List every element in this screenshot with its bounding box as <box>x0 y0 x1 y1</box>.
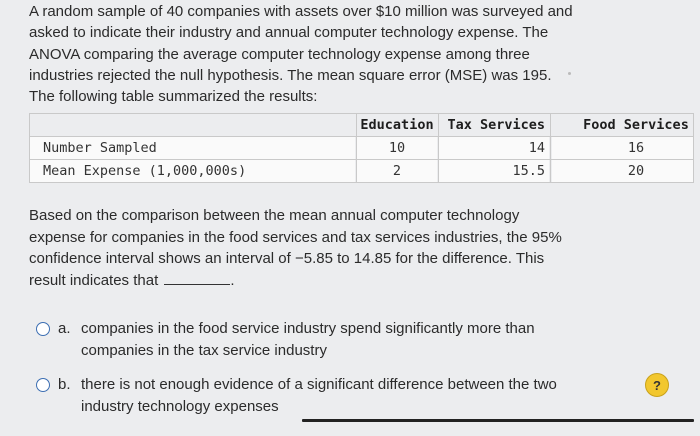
table-cell: 2 <box>357 160 437 182</box>
passage-line: confidence interval shows an interval of −5.85 to 14.85 for the difference. This <box>29 250 545 267</box>
option-text <box>81 318 561 362</box>
radio-button-a[interactable] <box>36 322 50 336</box>
table-border <box>29 113 694 114</box>
option-text-line: companies in the tax service industry <box>81 342 327 359</box>
results-table <box>29 113 694 184</box>
passage-line-text: result indicates that <box>29 271 159 289</box>
intro-line: A random sample of 40 companies with assets over $10 million was surveyed and <box>29 3 573 20</box>
table-cell: 14 <box>439 137 549 159</box>
table-header-cell: Tax Services <box>447 117 545 133</box>
question-intro <box>29 1 589 107</box>
table-border <box>550 113 551 183</box>
question-passage <box>29 205 589 291</box>
table-header-cell <box>29 113 355 137</box>
table-cell: 10 <box>357 137 437 159</box>
table-border <box>356 113 357 183</box>
table-border <box>693 113 694 183</box>
scroll-indicator <box>302 419 694 422</box>
intro-line: asked to indicate their industry and annual computer technology expense. The <box>29 24 549 42</box>
table-border <box>29 182 694 183</box>
table-cell: 16 <box>552 137 694 159</box>
table-cell: 20 <box>552 160 694 182</box>
passage-line: expense for companies in the food services and tax services industries, the 95% <box>29 228 562 246</box>
table-cell: Number Sampled <box>29 137 355 159</box>
option-text-line: industry technology expenses <box>81 398 279 415</box>
passage-line: Based on the comparison between the mean annual computer technology <box>29 207 520 224</box>
table-header-row <box>29 113 694 137</box>
table-border <box>438 113 439 183</box>
table-header-cell: Education <box>360 117 434 133</box>
option-letter: b. <box>58 376 71 393</box>
table-row <box>29 160 694 182</box>
question-mark-icon: ? <box>653 377 661 393</box>
table-border <box>29 113 30 183</box>
passage-trailing: . <box>230 271 235 289</box>
decorative-dot <box>568 72 571 75</box>
intro-line: The following table summarized the results: <box>29 88 318 106</box>
answer-blank <box>164 272 230 285</box>
option-letter: a. <box>58 320 71 337</box>
option-text-line: companies in the food service industry spend significantly more than <box>81 320 535 337</box>
table-row <box>29 137 694 159</box>
option-text <box>81 374 561 418</box>
radio-button-b[interactable] <box>36 378 50 392</box>
table-header-cell: Food Services <box>583 117 689 133</box>
intro-line: industries rejected the null hypothesis. The mean square error (MSE) was 195. <box>29 66 552 84</box>
table-border <box>29 136 694 137</box>
intro-line: ANOVA comparing the average computer technology expense among three <box>29 45 530 63</box>
table-cell: Mean Expense (1,000,000s) <box>29 160 355 182</box>
help-button[interactable] <box>645 373 669 397</box>
table-cell: 15.5 <box>439 160 549 182</box>
table-border <box>29 159 694 160</box>
passage-line <box>29 270 589 292</box>
option-text-line: there is not enough evidence of a significant difference between the two <box>81 376 557 393</box>
